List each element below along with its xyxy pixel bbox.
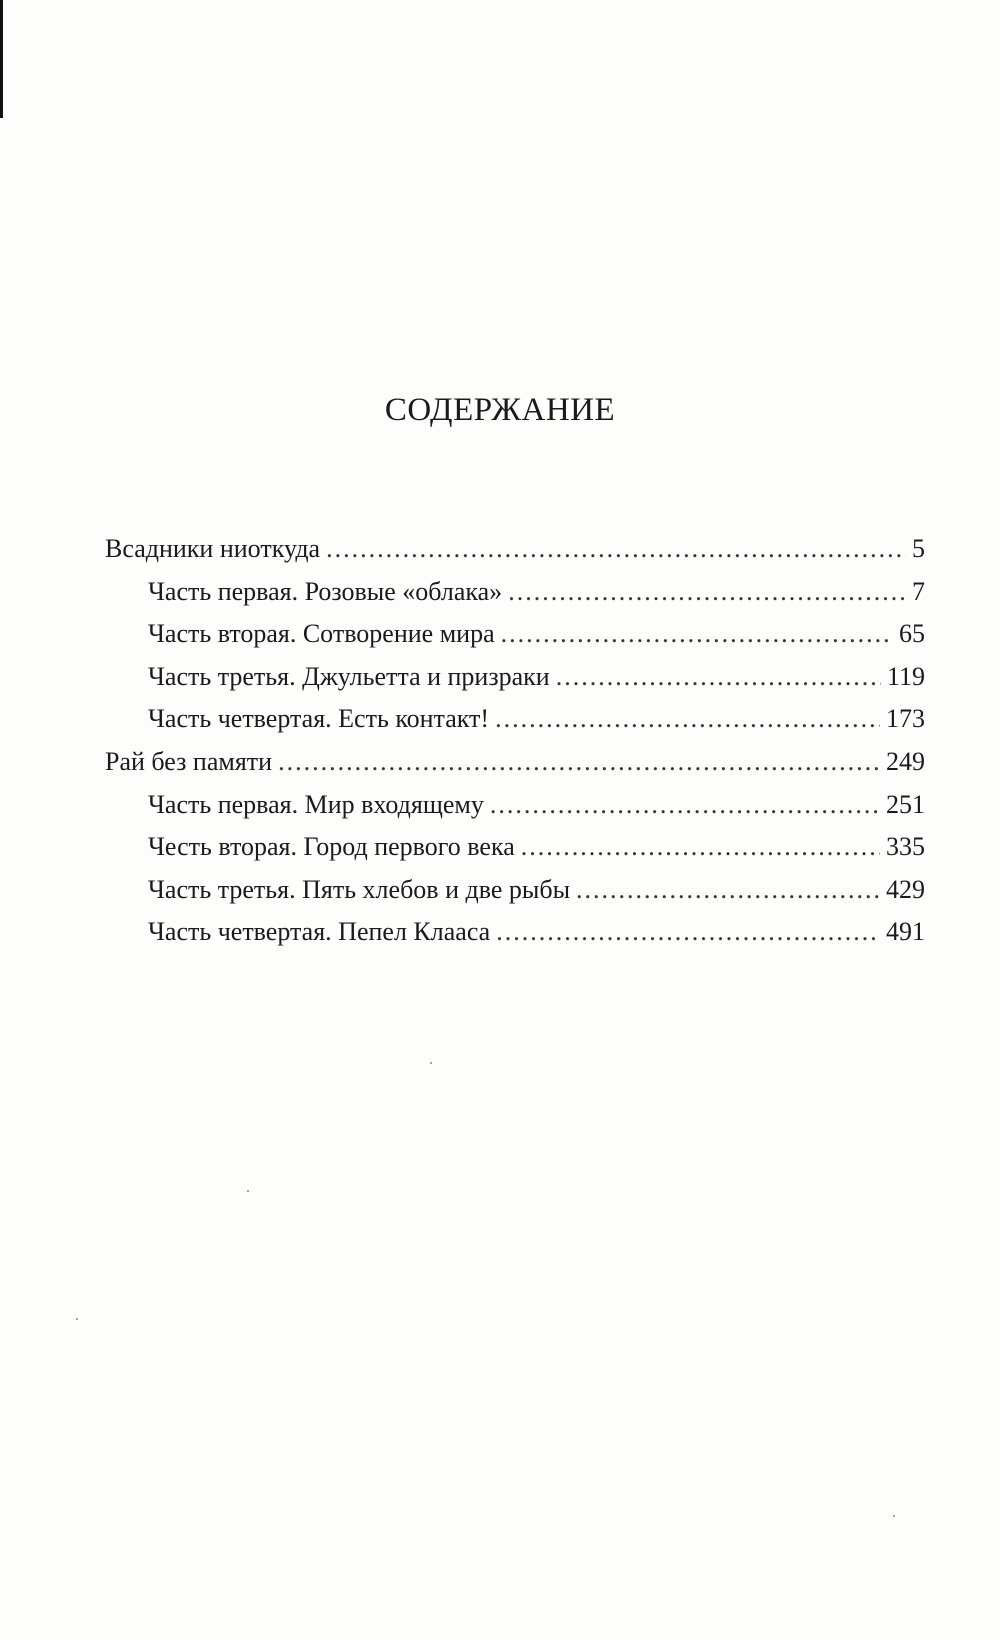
toc-entry-label: Всадники ниоткуда [105, 534, 321, 563]
dot-leader [495, 698, 880, 741]
toc-entry[interactable] [105, 571, 925, 614]
toc-entry-page: 119 [886, 661, 925, 691]
toc-entry-page: 251 [886, 789, 925, 819]
dot-leader [521, 826, 880, 869]
paper-speck [76, 1318, 78, 1320]
toc-entry-page: 65 [899, 619, 925, 649]
toc-entry-label: Честь вторая. Город первого века [148, 832, 515, 862]
dot-leader [490, 784, 880, 827]
toc-entry[interactable] [105, 613, 925, 656]
table-of-contents [105, 528, 925, 954]
paper-speck [247, 1190, 249, 1192]
dot-leader [326, 528, 906, 571]
dot-leader [278, 741, 880, 784]
toc-entry-page: 491 [886, 917, 925, 947]
toc-entry[interactable] [105, 826, 925, 869]
toc-entry-label: Часть третья. Пять хлебов и две рыбы [148, 874, 571, 904]
toc-entry-label: Часть четвертая. Пепел Клааса [148, 917, 491, 947]
toc-entry-label: Часть вторая. Сотворение мира [148, 619, 495, 649]
dot-leader [501, 613, 893, 656]
paper-speck [430, 1062, 432, 1064]
toc-entry[interactable] [105, 869, 925, 912]
toc-title: СОДЕРЖАНИЕ [384, 392, 616, 428]
dot-leader [576, 869, 880, 912]
toc-entry-page: 173 [886, 704, 925, 734]
toc-entry[interactable] [105, 698, 925, 741]
toc-entry-page: 7 [912, 576, 925, 606]
toc-entry-label: Часть первая. Розовые «облака» [148, 576, 503, 606]
toc-entry[interactable] [105, 911, 925, 954]
toc-entry[interactable] [105, 656, 925, 699]
toc-entry[interactable] [105, 741, 925, 784]
page-edge-mark [0, 0, 3, 118]
dot-leader [508, 571, 906, 614]
toc-entry[interactable] [105, 528, 925, 571]
dot-leader [496, 911, 880, 954]
toc-entry-label: Часть четвертая. Есть контакт! [148, 704, 490, 734]
dot-leader [556, 656, 881, 699]
toc-entry-page: 429 [886, 874, 925, 904]
toc-entry-page: 249 [886, 746, 925, 776]
toc-entry-page: 335 [886, 832, 925, 862]
toc-entry[interactable] [105, 784, 925, 827]
toc-entry-label: Рай без памяти [105, 746, 273, 776]
toc-entry-label: Часть третья. Джульетта и призраки [148, 661, 550, 691]
paper-speck [893, 1515, 895, 1517]
toc-entry-label: Часть первая. Мир входящему [148, 789, 484, 819]
toc-entry-page: 5 [912, 534, 925, 563]
